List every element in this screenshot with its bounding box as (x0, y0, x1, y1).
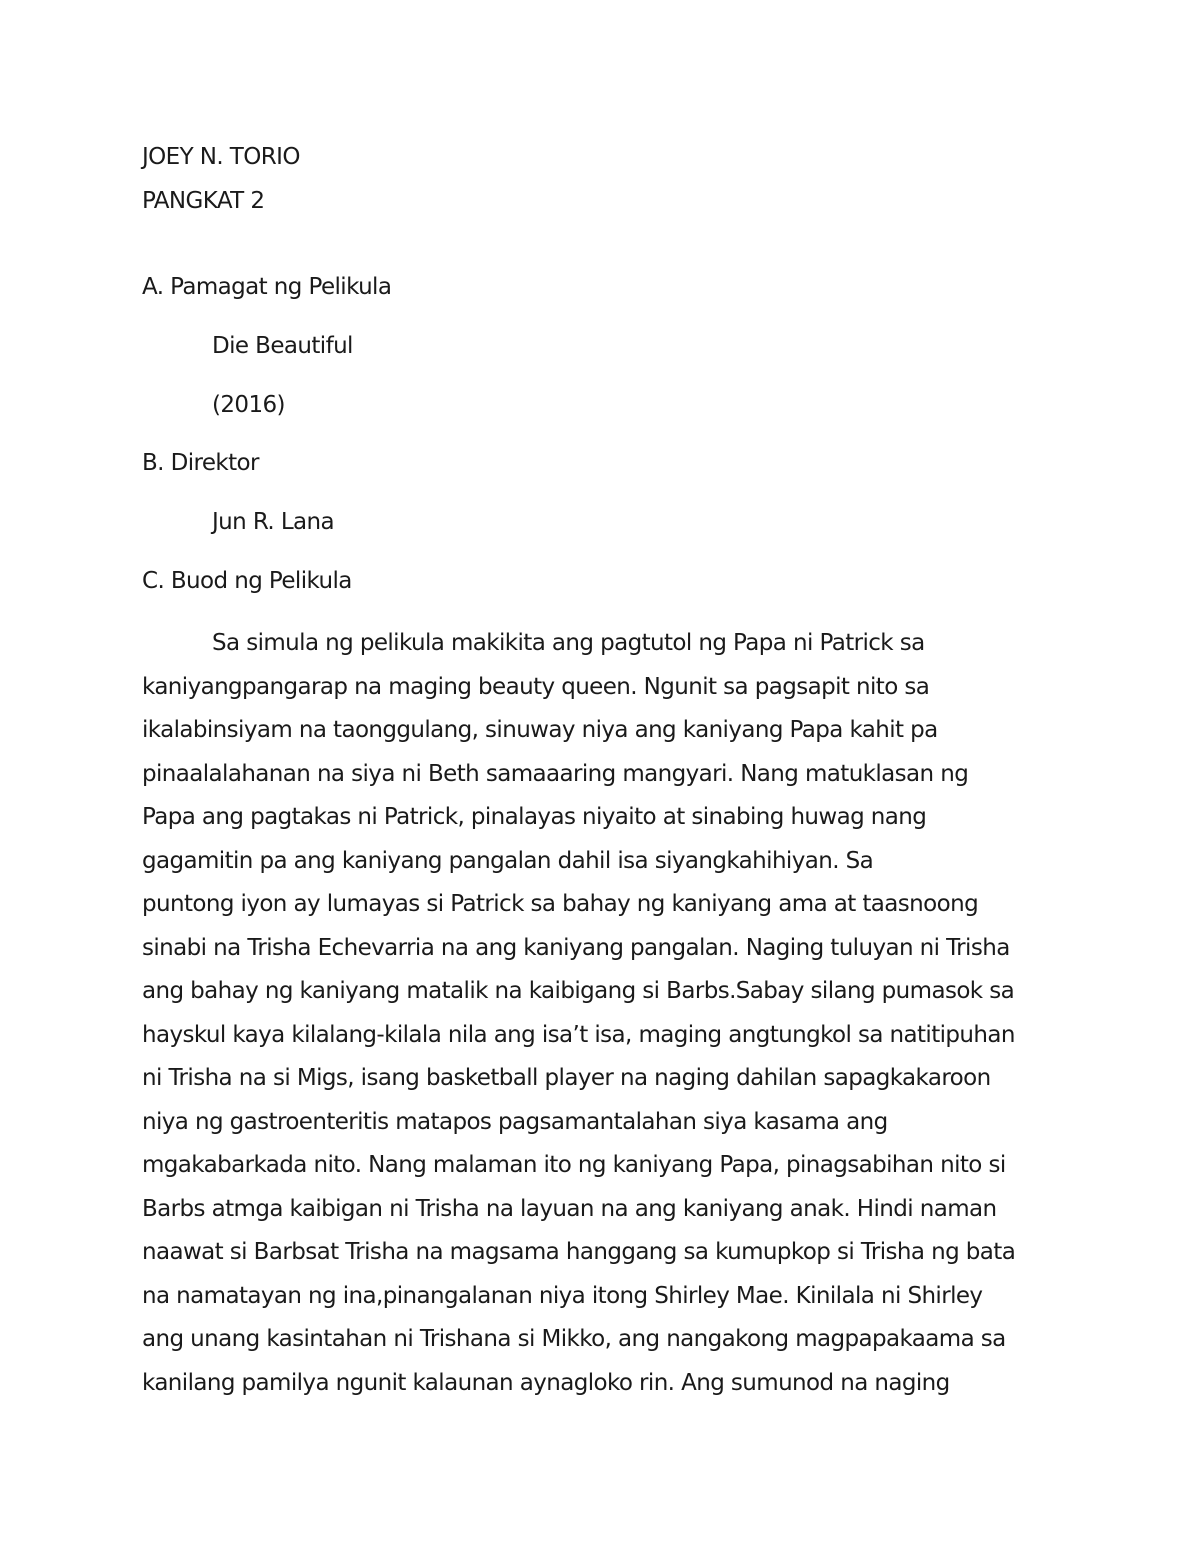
section-c-heading: C. Buod ng Pelikula (142, 568, 352, 594)
summary-line: sinabi na Trisha Echevarria na ang kaniyang pangalan. Naging tuluyan ni Trisha (142, 934, 1010, 961)
summary-line: Sa simula ng pelikula makikita ang pagtutol ng Papa ni Patrick sa (212, 630, 925, 656)
summary-line: kanilang pamilya ngunit kalaunan aynagloko rin. Ang sumunod na naging (142, 1369, 950, 1396)
summary-line: puntong iyon ay lumayas si Patrick sa bahay ng kaniyang ama at taasnoong (142, 891, 979, 917)
section-a-heading: A. Pamagat ng Pelikula (142, 274, 392, 300)
director-name: Jun R. Lana (212, 509, 335, 535)
summary-line: kaniyangpangarap na maging beauty queen. Ngunit sa pagsapit nito sa (142, 673, 930, 700)
group-label: PANGKAT 2 (142, 188, 265, 214)
summary-line: Barbs atmga kaibigan ni Trisha na layuan na ang kaniyang anak. Hindi naman (142, 1195, 997, 1222)
summary-line: Papa ang pagtakas ni Patrick, pinalayas niyaito at sinabing huwag nang (142, 804, 927, 830)
summary-line: hayskul kaya kilalang-kilala nila ang isa’t isa, maging angtungkol sa natitipuhan (142, 1021, 1015, 1048)
section-b-heading: B. Direktor (142, 450, 259, 476)
author-name: JOEY N. TORIO (142, 144, 300, 170)
film-year: (2016) (212, 392, 285, 418)
summary-line: pinaalalahanan na siya ni Beth samaaaring mangyari. Nang matuklasan ng (142, 760, 969, 787)
summary-line: na namatayan ng ina,pinangalanan niya itong Shirley Mae. Kinilala ni Shirley (142, 1282, 983, 1309)
summary-line: ang unang kasintahan ni Trishana si Mikko, ang nangakong magpapakaama sa (142, 1326, 1006, 1352)
summary-line: gagamitin pa ang kaniyang pangalan dahil isa siyangkahihiyan. Sa (142, 847, 874, 874)
summary-line: niya ng gastroenteritis matapos pagsamantalahan siya kasama ang (142, 1108, 888, 1135)
summary-line: mgakabarkada nito. Nang malaman ito ng kaniyang Papa, pinagsabihan nito si (142, 1152, 1006, 1178)
summary-line: ang bahay ng kaniyang matalik na kaibigang si Barbs.Sabay silang pumasok sa (142, 978, 1015, 1004)
film-title: Die Beautiful (212, 333, 353, 359)
summary-line: naawat si Barbsat Trisha na magsama hanggang sa kumupkop si Trisha ng bata (142, 1239, 1016, 1265)
summary-line: ni Trisha na si Migs, isang basketball player na naging dahilan sapagkakaroon (142, 1065, 991, 1091)
summary-line: ikalabinsiyam na taonggulang, sinuway niya ang kaniyang Papa kahit pa (142, 717, 938, 743)
summary-paragraph (142, 622, 1060, 1405)
